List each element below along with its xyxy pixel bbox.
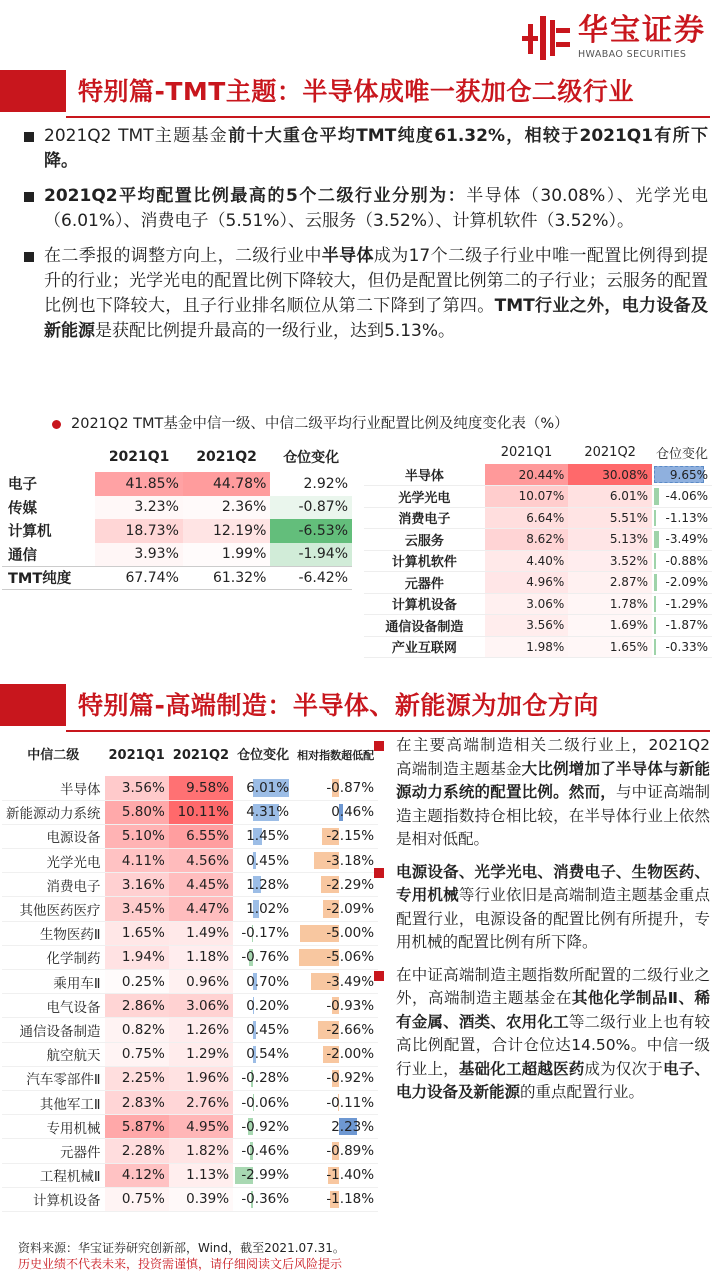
change-label: -0.36% <box>241 1191 290 1208</box>
industry-name: 消费电子 <box>364 507 485 529</box>
col-header: 仓位变化 <box>283 450 340 466</box>
section1-title-bar <box>0 64 720 118</box>
industry-name: 计算机软件 <box>364 550 485 572</box>
source-text: 资料来源：华宝证券研究创新部，Wind，截至2021.07.31。 <box>18 1241 345 1255</box>
change-label: -1.87% <box>665 618 708 633</box>
brand-logo <box>520 14 706 62</box>
citic-level2-table <box>364 440 712 658</box>
value-q2: 1.18% <box>169 945 233 969</box>
industry-name: 电气设备 <box>2 994 105 1018</box>
bullet-other-industries <box>374 964 710 1105</box>
bullet-text: 在主要高端制造相关二级行业上，2021Q2 高端制造主题基金 <box>396 736 710 778</box>
value-q1: 4.96% <box>485 572 569 594</box>
value-q2: 1.13% <box>169 1163 233 1187</box>
value-relative <box>293 1090 378 1114</box>
value-q2: 1.49% <box>169 921 233 945</box>
col-header <box>364 440 485 464</box>
value-q1: 3.56% <box>105 776 169 800</box>
value-q2: 44.78% <box>183 472 271 496</box>
section2-title: 特别篇-高端制造：半导体、新能源为加仓方向 <box>78 691 599 720</box>
relative-label: -2.15% <box>326 828 375 845</box>
bullet-text: 在二季报的调整方向上，二级行业中 <box>44 246 322 266</box>
value-q2: 1.78% <box>568 593 652 615</box>
value-q2: 3.52% <box>568 550 652 572</box>
title-accent-block <box>0 70 66 112</box>
high-end-manufacturing-table <box>2 734 378 1212</box>
industry-name: 光学光电 <box>2 849 105 873</box>
industry-name: 专用机械 <box>2 1115 105 1139</box>
industry-name: 云服务 <box>364 529 485 551</box>
industry-name: 航空航天 <box>2 1042 105 1066</box>
caption-dot-icon <box>52 420 61 429</box>
bullet-text: 的重点配置行业。 <box>520 1083 645 1101</box>
value-change <box>652 529 712 551</box>
value-relative <box>293 921 378 945</box>
value-relative <box>293 1042 378 1066</box>
bullet-bold: 电子、电力设备及新能源 <box>396 1059 710 1101</box>
value-change <box>652 550 712 572</box>
industry-name: 乘用车Ⅱ <box>2 970 105 994</box>
industry-name: 元器件 <box>2 1139 105 1163</box>
value-q1: 2.28% <box>105 1139 169 1163</box>
col-header: 仓位变化 <box>655 446 708 462</box>
change-label: 1.28% <box>246 876 290 893</box>
value-change <box>652 593 712 615</box>
bullet-bold: 基础化工超越医药 <box>458 1059 585 1078</box>
industry-name: 新能源动力系统 <box>2 800 105 824</box>
bullet-bold: TMT行业之外，电力设备及新能源 <box>44 296 709 341</box>
change-label: -0.28% <box>241 1070 290 1087</box>
change-bar <box>654 574 657 591</box>
value-q1: 4.12% <box>105 1163 169 1187</box>
table-row <box>2 519 352 543</box>
change-bar <box>654 488 659 505</box>
section1-bullets <box>24 124 708 354</box>
value-relative <box>293 873 378 897</box>
value-change: -6.53% <box>270 519 352 543</box>
relative-label: 2.23% <box>331 1118 375 1135</box>
industry-name: TMT纯度 <box>8 571 72 588</box>
table-row <box>2 1115 378 1139</box>
value-q1: 2.86% <box>105 994 169 1018</box>
value-q2: 1.29% <box>169 1042 233 1066</box>
value-relative <box>293 776 378 800</box>
value-change <box>233 921 293 945</box>
change-label: -0.76% <box>241 949 290 966</box>
value-q1: 6.64% <box>485 507 569 529</box>
table-row <box>2 1066 378 1090</box>
value-change: -6.42% <box>298 569 348 586</box>
value-q2: 1.99% <box>183 543 271 567</box>
industry-name: 电子 <box>8 477 37 494</box>
industry-name: 化学制药 <box>2 945 105 969</box>
table-row <box>2 1163 378 1187</box>
value-relative <box>293 1066 378 1090</box>
relative-label: -0.93% <box>326 997 375 1014</box>
table-row <box>2 1090 378 1114</box>
table-row <box>2 566 352 590</box>
table-row <box>2 849 378 873</box>
value-change <box>652 486 712 508</box>
value-q1: 8.62% <box>485 529 569 551</box>
change-label: 0.45% <box>246 1021 290 1038</box>
change-label: 1.45% <box>246 828 290 845</box>
col-header: 2021Q2 <box>172 747 230 763</box>
value-q2: 1.82% <box>169 1139 233 1163</box>
industry-name: 产业互联网 <box>364 636 485 658</box>
value-q1: 4.40% <box>485 550 569 572</box>
bullet-top5-industries <box>24 184 708 234</box>
citic-level1-table <box>2 442 352 590</box>
value-q1: 0.82% <box>105 1018 169 1042</box>
col-header: 仓位变化 <box>237 747 290 763</box>
bullet-bold: 2021Q2平均配置比例最高的5个二级行业分别为： <box>44 186 467 206</box>
change-label: -3.49% <box>665 532 708 547</box>
value-q2: 3.06% <box>169 994 233 1018</box>
bullet-text: 等行业依旧是高端制造主题基金重点配置行业，电源设备的配置比例有所提升，专用机械的配置比例有所下降。 <box>396 886 710 951</box>
value-change: 2.92% <box>303 475 348 492</box>
value-q1: 3.45% <box>105 897 169 921</box>
value-change: -0.87% <box>270 496 352 520</box>
table-row <box>2 921 378 945</box>
value-change <box>233 800 293 824</box>
bullet-text: 与中证高端制造主题指数持仓相比较，在半导体行业上依然是相对低配。 <box>396 783 710 848</box>
value-relative <box>293 1018 378 1042</box>
bullet-bold: 半导体 <box>321 246 374 266</box>
col-header: 中信二级 <box>27 747 80 763</box>
value-q2: 4.95% <box>169 1115 233 1139</box>
bullet-text: 2021Q2 TMT主题基金 <box>44 126 229 146</box>
change-label: -2.99% <box>241 1167 290 1184</box>
source-note <box>18 1240 345 1272</box>
change-label: 6.01% <box>246 779 290 796</box>
table-row <box>2 776 378 800</box>
table-row <box>2 824 378 848</box>
value-relative <box>293 1115 378 1139</box>
value-q2: 4.56% <box>169 849 233 873</box>
value-q1: 0.75% <box>105 1042 169 1066</box>
value-q2: 1.69% <box>568 615 652 637</box>
table-row <box>2 873 378 897</box>
value-q1: 2.25% <box>105 1066 169 1090</box>
relative-label: -1.40% <box>326 1167 375 1184</box>
table-row <box>2 1187 378 1211</box>
section1-title: 特别篇-TMT主题：半导体成唯一获加仓二级行业 <box>78 77 634 106</box>
bullet-adjustment <box>24 244 708 344</box>
col-header: 2021Q1 <box>500 444 553 460</box>
col-header: 2021Q2 <box>584 444 636 460</box>
table-row <box>2 945 378 969</box>
industry-name: 其他医药医疗 <box>2 897 105 921</box>
relative-label: -1.18% <box>326 1191 375 1208</box>
value-change <box>652 507 712 529</box>
value-change <box>233 1018 293 1042</box>
bullet-text: 是获配比例提升最高的一级行业，达到5.13%。 <box>95 321 456 341</box>
relative-label: -3.18% <box>326 852 375 869</box>
change-label: -2.09% <box>665 575 708 590</box>
table-row <box>2 970 378 994</box>
relative-label: -0.87% <box>326 779 375 796</box>
risk-warning: 历史业绩不代表未来，投资需谨慎，请仔细阅读文后风险提示 <box>18 1257 343 1271</box>
value-change <box>233 824 293 848</box>
table-row <box>364 550 712 572</box>
bullet-text: 在中证高端制造主题指数所配置的二级行业之外，高端制造主题基金在 <box>396 965 710 1007</box>
table-row <box>364 464 712 486</box>
value-q1: 3.93% <box>95 543 183 567</box>
industry-name: 通信设备制造 <box>2 1018 105 1042</box>
change-label: 0.20% <box>246 997 290 1014</box>
industry-name: 元器件 <box>364 572 485 594</box>
value-q1: 1.65% <box>105 921 169 945</box>
table-row <box>2 800 378 824</box>
table-header-row <box>364 440 712 464</box>
relative-label: 0.46% <box>331 804 375 821</box>
value-relative <box>293 1187 378 1211</box>
table-header-row <box>2 442 352 472</box>
industry-name: 工程机械Ⅱ <box>2 1163 105 1187</box>
value-q1: 2.83% <box>105 1090 169 1114</box>
caption-text: 2021Q2 TMT基金中信一级、中信二级平均行业配置比例及纯度变化表（%） <box>71 416 569 432</box>
value-change <box>652 572 712 594</box>
value-q1: 3.23% <box>95 496 183 520</box>
value-change <box>652 464 712 486</box>
table-row <box>2 1018 378 1042</box>
value-q2: 30.08% <box>568 464 652 486</box>
relative-label: -0.89% <box>326 1142 375 1159</box>
section2-title-bar <box>0 678 720 732</box>
value-relative <box>293 897 378 921</box>
col-header: 相对指数超低配 <box>297 748 375 762</box>
relative-label: -0.11% <box>326 1094 375 1111</box>
industry-name: 汽车零部件Ⅱ <box>2 1066 105 1090</box>
value-q1: 1.98% <box>485 636 569 658</box>
value-change <box>233 970 293 994</box>
value-change <box>233 873 293 897</box>
value-q1: 18.73% <box>95 519 183 543</box>
col-header: 2021Q2 <box>196 449 257 465</box>
value-change <box>233 1090 293 1114</box>
value-relative <box>293 824 378 848</box>
change-bar <box>654 510 656 527</box>
bullet-bold: 其他化学制品Ⅱ、稀有金属、酒类、农用化工 <box>396 989 710 1031</box>
table-row <box>2 1139 378 1163</box>
table-row <box>364 507 712 529</box>
bullet-text: 等二级行业上也有较高比例配置，合计仓位达14.50%。中信一级行业上， <box>396 1012 710 1078</box>
bullet-text: 成为仅次于 <box>584 1059 664 1078</box>
value-q1: 4.11% <box>105 849 169 873</box>
value-change <box>233 1187 293 1211</box>
change-label: -0.88% <box>665 553 708 568</box>
logo-text-cn: 华宝证券 <box>578 13 706 48</box>
industry-name: 消费电子 <box>2 873 105 897</box>
change-label: 1.02% <box>246 901 290 918</box>
value-change <box>652 615 712 637</box>
value-q1: 20.44% <box>485 464 569 486</box>
value-relative <box>293 945 378 969</box>
industry-name: 计算机设备 <box>2 1187 105 1211</box>
change-label: 0.54% <box>246 1046 290 1063</box>
bullet-bold: 电源设备、光学光电、消费电子、生物医药、专用机械 <box>396 862 710 904</box>
value-q2: 2.87% <box>568 572 652 594</box>
industry-name: 半导体 <box>2 776 105 800</box>
relative-label: -3.49% <box>326 973 375 990</box>
value-q2: 0.39% <box>169 1187 233 1211</box>
value-q1: 3.16% <box>105 873 169 897</box>
change-label: 4.31% <box>246 804 290 821</box>
change-bar <box>654 596 656 613</box>
table-header-row <box>2 734 378 776</box>
value-q2: 1.65% <box>568 636 652 658</box>
value-q2: 6.01% <box>568 486 652 508</box>
col-header: 2021Q1 <box>108 449 170 465</box>
table-row <box>364 615 712 637</box>
change-label: -0.46% <box>241 1142 290 1159</box>
value-q2: 5.51% <box>568 507 652 529</box>
value-q1: 3.06% <box>485 593 569 615</box>
value-q2: 6.55% <box>169 824 233 848</box>
relative-label: -2.00% <box>326 1046 375 1063</box>
value-q1: 67.74% <box>125 569 179 586</box>
industry-name: 半导体 <box>364 464 485 486</box>
value-change <box>233 1115 293 1139</box>
table-row <box>364 529 712 551</box>
table-row <box>364 593 712 615</box>
industry-name: 计算机 <box>8 524 52 541</box>
change-label: -0.17% <box>241 925 290 942</box>
value-q1: 1.94% <box>105 945 169 969</box>
bullet-bold: 大比例增加了半导体与新能源动力系统的配置比例。然而， <box>396 759 710 801</box>
bullet-text: 半导体（30.08%）、光学光电（6.01%）、消费电子（5.51%）、云服务（3.52%）、计算机软件（3.52%）。 <box>44 186 708 231</box>
industry-name: 光学光电 <box>364 486 485 508</box>
value-relative <box>293 849 378 873</box>
value-relative <box>293 800 378 824</box>
title-underline <box>66 730 710 732</box>
value-change <box>233 994 293 1018</box>
value-change <box>233 849 293 873</box>
relative-label: -2.09% <box>326 901 375 918</box>
change-label: 0.70% <box>246 973 290 990</box>
logo-text-en: HWABAO SECURITIES <box>578 49 687 60</box>
value-q2: 4.47% <box>169 897 233 921</box>
value-relative <box>293 1139 378 1163</box>
value-q1: 3.56% <box>485 615 569 637</box>
value-q2: 61.32% <box>212 569 267 586</box>
value-relative <box>293 970 378 994</box>
relative-label: -5.00% <box>326 925 375 942</box>
change-label: 0.45% <box>246 852 290 869</box>
change-label: -1.13% <box>665 510 708 525</box>
industry-name: 生物医药Ⅱ <box>2 921 105 945</box>
table-row <box>2 1042 378 1066</box>
value-change: -1.94% <box>270 543 352 567</box>
change-label: -1.29% <box>665 596 708 611</box>
value-change <box>233 1066 293 1090</box>
value-change <box>233 1139 293 1163</box>
change-bar <box>654 531 659 548</box>
value-q2: 2.76% <box>169 1090 233 1114</box>
industry-name: 电源设备 <box>2 824 105 848</box>
table-row <box>2 496 352 520</box>
industry-name: 通信设备制造 <box>364 615 485 637</box>
table-row <box>2 472 352 496</box>
change-label: -0.06% <box>241 1094 290 1111</box>
value-change <box>652 636 712 658</box>
change-label: -0.33% <box>665 639 708 654</box>
change-bar <box>654 617 656 634</box>
change-bar <box>654 639 656 656</box>
value-q1: 5.10% <box>105 824 169 848</box>
value-q2: 5.13% <box>568 529 652 551</box>
value-q2: 1.96% <box>169 1066 233 1090</box>
change-bar <box>654 553 656 570</box>
value-q1: 41.85% <box>95 472 183 496</box>
bullet-semiconductor-allocation <box>374 734 710 852</box>
value-q1: 5.80% <box>105 800 169 824</box>
value-q2: 1.26% <box>169 1018 233 1042</box>
table-row <box>2 994 378 1018</box>
table-caption <box>52 412 569 433</box>
value-change <box>233 1163 293 1187</box>
value-change <box>233 897 293 921</box>
col-header: 2021Q1 <box>108 747 165 763</box>
industry-name: 通信 <box>8 547 37 564</box>
relative-label: -0.92% <box>326 1070 375 1087</box>
value-q2: 0.96% <box>169 970 233 994</box>
hwabao-logo-icon <box>520 14 572 62</box>
bullet-text: 成为17个二级子行业中唯一配置比例得到提升的行业；光学光电的配置比例下降较大，但仍是配置比例第二的子行业；云服务的配置比例也下降较大，且子行业排名顺位从第二下降到了第四。 <box>44 246 709 316</box>
change-label: -0.92% <box>241 1118 290 1135</box>
relative-label: -2.29% <box>326 876 375 893</box>
value-change <box>233 1042 293 1066</box>
value-q1: 0.75% <box>105 1187 169 1211</box>
value-change <box>233 945 293 969</box>
value-q2: 2.36% <box>183 496 271 520</box>
value-q2: 12.19% <box>183 519 271 543</box>
value-change <box>233 776 293 800</box>
value-q1: 5.87% <box>105 1115 169 1139</box>
value-q1: 0.25% <box>105 970 169 994</box>
industry-name: 传媒 <box>8 500 37 517</box>
table-row <box>364 572 712 594</box>
value-q2: 4.45% <box>169 873 233 897</box>
value-relative <box>293 1163 378 1187</box>
value-q2: 10.11% <box>169 800 233 824</box>
industry-name: 计算机设备 <box>364 593 485 615</box>
industry-name: 其他军工Ⅱ <box>2 1090 105 1114</box>
table-row <box>364 486 712 508</box>
col-header <box>2 442 95 472</box>
value-q2: 9.58% <box>169 776 233 800</box>
table-row <box>364 636 712 658</box>
relative-label: -5.06% <box>326 949 375 966</box>
bullet-tmt-purity <box>24 124 708 174</box>
table-row <box>2 543 352 567</box>
bullet-key-industries <box>374 861 710 955</box>
section2-bullets <box>374 734 710 1114</box>
change-label: -4.06% <box>665 489 708 504</box>
title-underline <box>66 116 710 118</box>
relative-label: -2.66% <box>326 1021 375 1038</box>
bullet-bold: 前十大重仓平均TMT纯度61.32%，相较于2021Q1有所下降。 <box>44 126 708 171</box>
value-q1: 10.07% <box>485 486 569 508</box>
value-relative <box>293 994 378 1018</box>
title-accent-block <box>0 684 66 726</box>
table-row <box>2 897 378 921</box>
change-label: 9.65% <box>669 467 708 482</box>
